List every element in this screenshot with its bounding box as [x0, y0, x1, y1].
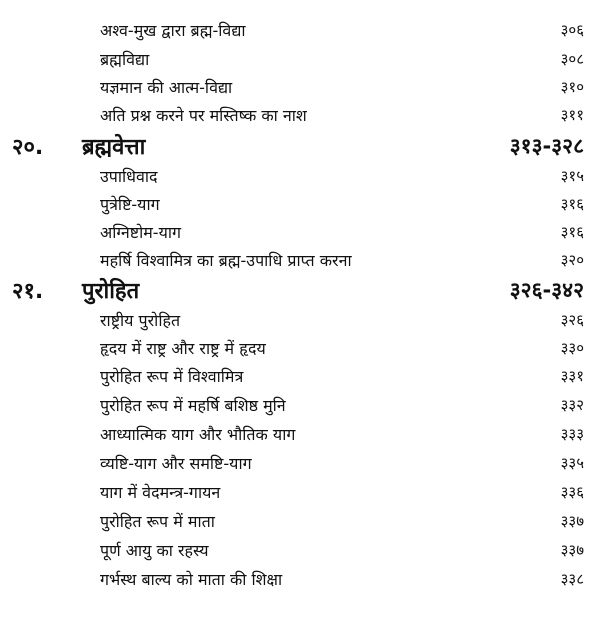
toc-entry — [0, 73, 600, 101]
toc-entry-title: पुरोहित रूप में माता — [100, 512, 215, 531]
toc-entry-title: अग्निष्टोम-याग — [100, 223, 182, 242]
toc-entry — [0, 190, 600, 218]
toc-entry — [0, 334, 600, 362]
chapter-number: २१. — [12, 279, 44, 304]
toc-entry — [0, 507, 600, 535]
toc-entry-page: ३१० — [560, 78, 584, 96]
chapter-page-range: ३१३-३२८ — [509, 134, 584, 158]
toc-entry — [0, 391, 600, 419]
toc-entry-title: राष्ट्रीय पुरोहित — [100, 311, 181, 330]
toc-entry — [0, 306, 600, 334]
chapter-title: ब्रह्मवेत्ता — [82, 135, 146, 160]
toc-entry-title: व्यष्टि-याग और समष्टि-याग — [100, 454, 252, 473]
toc-entry-title: महर्षि विश्वामित्र का ब्रह्म-उपाधि प्राप्त करना — [100, 251, 352, 270]
toc-entry-page: ३३८ — [560, 570, 584, 588]
toc-entry-title: यज्ञमान की आत्म-विद्या — [100, 78, 233, 97]
toc-entry-page: ३१६ — [560, 195, 584, 213]
toc-entry-page: ३०६ — [560, 21, 584, 39]
toc-entry-page: ३३७ — [560, 512, 584, 530]
toc-entry-page: ३११ — [560, 106, 584, 124]
toc-entry-title: पुरोहित रूप में महर्षि बशिष्ठ मुनि — [100, 396, 286, 415]
toc-entry — [0, 218, 600, 246]
toc-entry — [0, 362, 600, 390]
toc-entry-page: ३३२ — [560, 396, 584, 414]
toc-entry-page: ३२० — [560, 251, 584, 269]
toc-entry-page: ३३३ — [560, 425, 584, 443]
toc-entry-page: ३३१ — [560, 367, 584, 385]
toc-entry — [0, 162, 600, 190]
toc-entry — [0, 449, 600, 477]
toc-entry-title: उपाधिवाद — [100, 167, 158, 186]
toc-entry — [0, 101, 600, 129]
toc-entry-page: ३१५ — [560, 167, 584, 185]
toc-entry-page: ३३५ — [560, 454, 584, 472]
toc-entry-title: अश्व-मुख द्वारा ब्रह्म-विद्या — [100, 21, 246, 40]
toc-entry-page: ३०८ — [560, 50, 584, 68]
toc-entry — [0, 45, 600, 73]
chapter-page-range: ३२६-३४२ — [509, 278, 584, 302]
toc-entry-title: पुत्रेष्टि-याग — [100, 195, 160, 214]
chapter-number: २०. — [12, 135, 44, 160]
toc-entry-title: पूर्ण आयु का रहस्य — [100, 541, 209, 560]
chapter-heading — [0, 132, 600, 160]
toc-entry-title: पुरोहित रूप में विश्वामित्र — [100, 367, 244, 386]
toc-entry — [0, 420, 600, 448]
toc-entry — [0, 565, 600, 593]
toc-entry — [0, 536, 600, 564]
toc-entry-title: हृदय में राष्ट्र और राष्ट्र में हृदय — [100, 339, 266, 358]
toc-entry-title: अति प्रश्न करने पर मस्तिष्क का नाश — [100, 106, 307, 125]
toc-entry-title: ब्रह्मविद्या — [100, 50, 150, 69]
toc-entry-page: ३१६ — [560, 223, 584, 241]
chapter-title: पुरोहित — [82, 279, 140, 304]
toc-entry-page: ३२६ — [560, 311, 584, 329]
toc-entry — [0, 246, 600, 274]
toc-entry-page: ३३० — [560, 339, 584, 357]
toc-entry — [0, 16, 600, 44]
toc-entry-title: आध्यात्मिक याग और भौतिक याग — [100, 425, 296, 444]
toc-entry-page: ३३६ — [560, 483, 584, 501]
toc-entry-page: ३३७ — [560, 541, 584, 559]
toc-entry — [0, 478, 600, 506]
chapter-heading — [0, 276, 600, 304]
toc-entry-title: गर्भस्थ बाल्य को माता की शिक्षा — [100, 570, 283, 589]
toc-entry-title: याग में वेदमन्त्र-गायन — [100, 483, 221, 502]
